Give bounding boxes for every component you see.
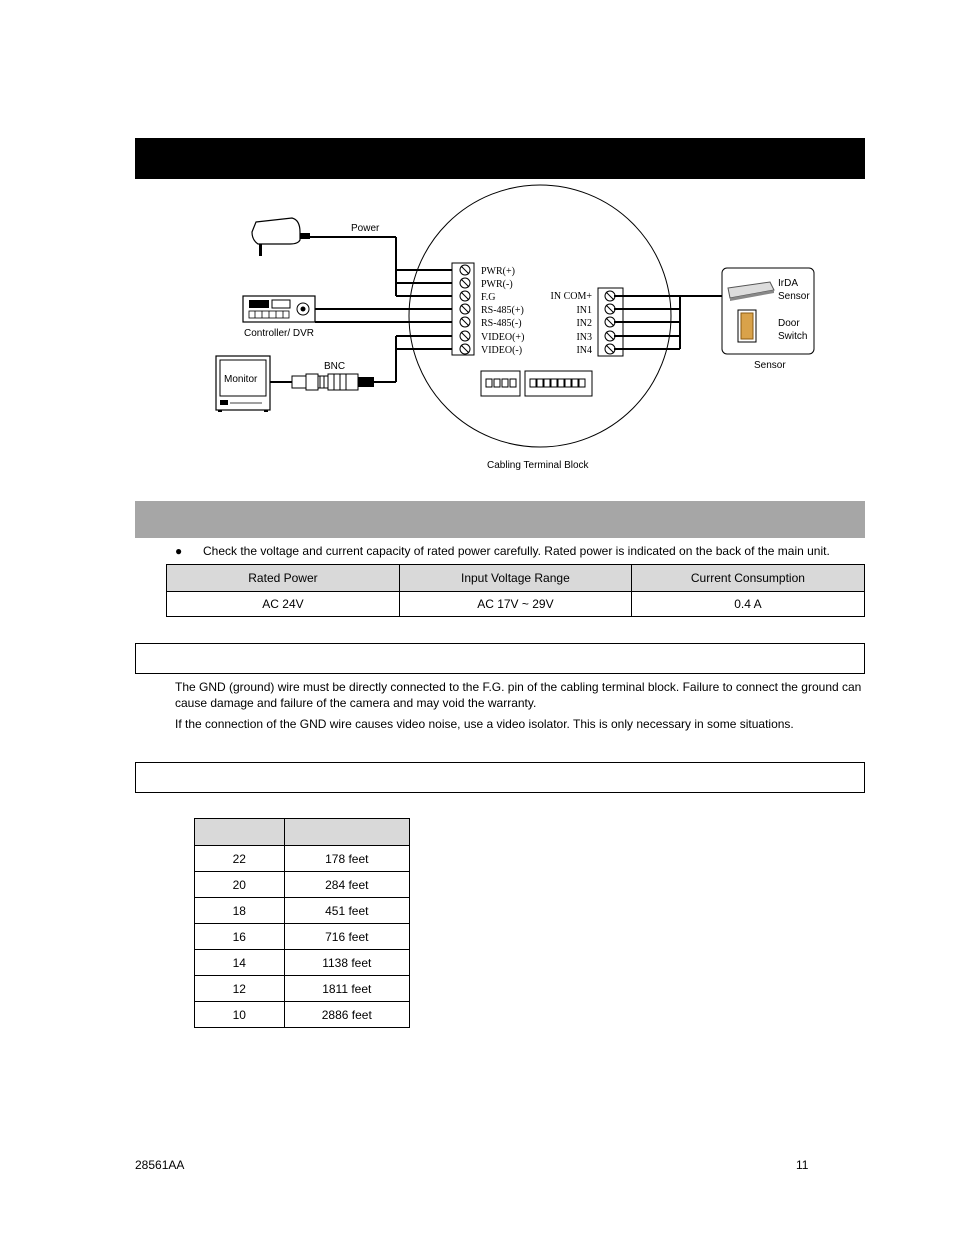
table-cell: 18 (195, 898, 285, 924)
door-label-line2: Switch (778, 331, 808, 342)
ground-paragraph-1 (175, 679, 862, 711)
power-spec-table (166, 564, 865, 617)
power-label: Power (351, 223, 380, 234)
table-cell: 1138 feet (284, 950, 409, 976)
door-switch-icon (738, 310, 756, 342)
pin-label: F.G (481, 292, 496, 303)
dip-switch-4 (481, 371, 520, 396)
right-pin-labels (551, 291, 593, 356)
diagram-caption: Cabling Terminal Block (487, 460, 589, 471)
footer-page-number: 11 (796, 1158, 809, 1172)
pin-label: PWR(-) (481, 279, 513, 290)
sensor-label: Sensor (754, 360, 786, 371)
table-header-row (167, 565, 865, 592)
irda-label-line2: Sensor (778, 291, 810, 302)
ground-paragraph-1-line1: The GND (ground) wire must be directly connected to the F.G. pin of the cabling terminal block. Failure to connect the ground can (175, 680, 862, 694)
pin-label: IN1 (576, 305, 592, 316)
wiring-diagram (0, 180, 954, 480)
table-cell: 2886 feet (284, 1002, 409, 1028)
power-bullet (175, 544, 865, 560)
table-cell: 0.4 A (631, 592, 864, 617)
table-header-cell: Current Consumption (631, 565, 864, 592)
bnc-connector-icon (270, 374, 396, 390)
power-bullet-text: Check the voltage and current capacity of rated power carefully. Rated power is indicated on the back of the main unit. (203, 544, 830, 558)
pin-label: IN2 (576, 318, 592, 329)
table-cell: 284 feet (284, 872, 409, 898)
bullet-icon: ● (175, 544, 183, 558)
terminal-circle (409, 185, 671, 447)
table-cell: 20 (195, 872, 285, 898)
table-cell: 716 feet (284, 924, 409, 950)
left-pin-labels (481, 266, 524, 356)
controller-label: Controller/ DVR (244, 328, 315, 339)
table-cell: 22 (195, 846, 285, 872)
pin-label: RS-485(+) (481, 305, 524, 316)
table-cell: 14 (195, 950, 285, 976)
pin-label: VIDEO(+) (481, 332, 525, 343)
wire-section-header-bar (135, 762, 865, 793)
table-header-cell: Rated Power (167, 565, 400, 592)
table-row (195, 872, 410, 898)
table-row (195, 1002, 410, 1028)
monitor-label: Monitor (224, 374, 258, 385)
table-row (167, 592, 865, 617)
wire-distance-table (194, 818, 410, 1028)
pin-label: IN3 (576, 332, 592, 343)
table-row (195, 976, 410, 1002)
left-terminal-block (452, 263, 474, 355)
table-cell: 1811 feet (284, 976, 409, 1002)
table-cell: 451 feet (284, 898, 409, 924)
table-row (195, 898, 410, 924)
power-section-header-bar (135, 501, 865, 538)
table-row (195, 950, 410, 976)
controller-dvr-icon (243, 296, 315, 322)
table-cell: 12 (195, 976, 285, 1002)
ground-paragraph-1-line2: cause damage and failure of the camera and may void the warranty. (175, 696, 537, 710)
table-row (195, 846, 410, 872)
pin-label: IN4 (576, 345, 592, 356)
table-header-cell (195, 819, 285, 846)
pin-label: RS-485(-) (481, 318, 522, 329)
dip-switch-8 (525, 371, 592, 396)
bnc-label: BNC (324, 361, 346, 372)
table-header-row (195, 819, 410, 846)
irda-label-line1: IrDA (778, 278, 798, 289)
section-header-bar (135, 138, 865, 179)
table-cell: AC 17V ~ 29V (399, 592, 631, 617)
table-cell: 178 feet (284, 846, 409, 872)
pin-label: IN COM+ (550, 291, 592, 302)
footer-doc-number: 28561AA (135, 1158, 185, 1172)
ground-paragraph-2: If the connection of the GND wire causes video noise, use a video isolator. This is only necessary in some situations. (175, 717, 794, 731)
pin-label: PWR(+) (481, 266, 515, 277)
table-cell: AC 24V (167, 592, 400, 617)
table-header-cell: Input Voltage Range (399, 565, 631, 592)
table-row (195, 924, 410, 950)
table-cell: 16 (195, 924, 285, 950)
pin-label: VIDEO(-) (481, 345, 523, 356)
right-wiring (614, 296, 722, 349)
table-header-cell (284, 819, 409, 846)
ground-section-header-bar (135, 643, 865, 674)
door-label-line1: Door (778, 318, 800, 329)
table-cell: 10 (195, 1002, 285, 1028)
